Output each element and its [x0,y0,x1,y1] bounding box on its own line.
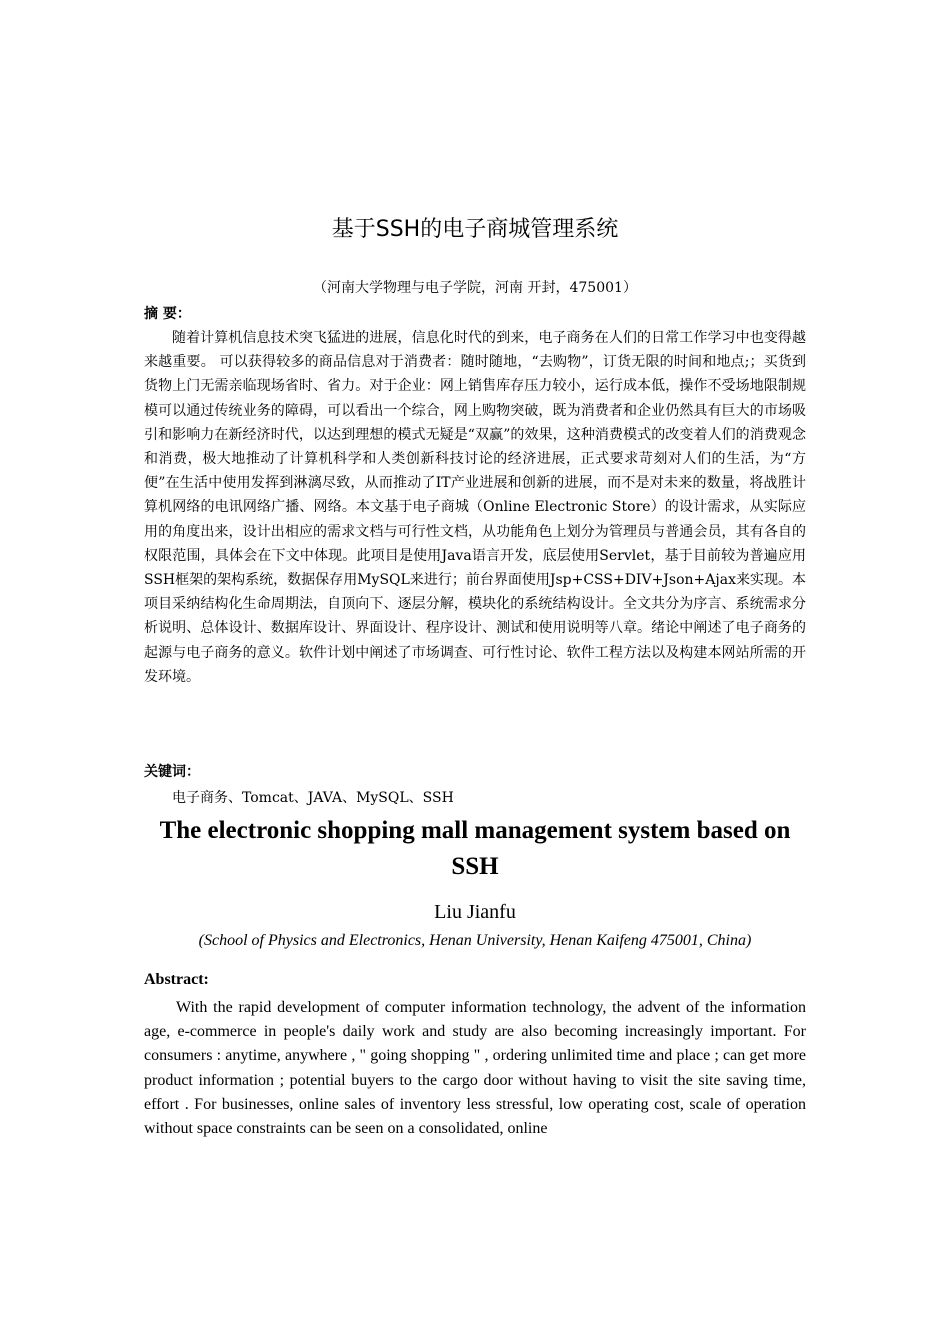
chinese-abstract-label: 摘 要： [144,306,191,322]
english-affiliation: (School of Physics and Electronics, Henan University, Henan Kaifeng 475001, China) [198,932,752,949]
chinese-affiliation: （河南大学物理与电子学院，河南 开封，475001） [313,280,637,296]
english-abstract-label: Abstract: [144,971,209,988]
chinese-keywords-label: 关键词： [144,764,200,780]
english-abstract-text: With the rapid development of computer information technology, the advent of the information age, e-commerce in people's daily work and study are also becoming increasingly important. For consumers : anytime, anywhere , " going shopping " , ordering unlimited time and place ; can get more product information ; potential buyers to the cargo door without having to visit the site saving time, effort . For businesses, online sales of inventory less stressful, low operating cost, scale of operation without space constraints can be seen on a consolidated, online [144,999,806,1138]
english-title: The electronic shopping mall management system based on SSH [159,817,791,880]
chinese-keywords-text: 电子商务、Tomcat、JAVA、MySQL、SSH [172,790,454,806]
chinese-title: 基于SSH的电子商城管理系统 [331,217,619,242]
english-author: Liu Jianfu [434,901,516,923]
chinese-abstract-text: 随着计算机信息技术突飞猛进的进展，信息化时代的到来，电子商务在人们的日常工作学习中也变得越来越重要。 可以获得较多的商品信息对于消费者：随时随地，“去购物”，订货无限的时间和地点;；买货到货物上门无需亲临现场省时、省力。对于企业：网上销售库存压力较小，运行成本低，操作不受场地限制规模可以通过传统业务的障碍，可以看出一个综合，网上购物突破，既为消费者和企业仍然具有巨大的市场吸引和影响力在新经济时代，以达到理想的模式无疑是“双赢”的效果，这种消费模式的改变着人们的消费观念和消费，极大地推动了计算机科学和人类创新科技讨论的经济进展，正式要求苛刻对人们的生活，为“方便”在生活中使用发挥到淋漓尽致，从而推动了IT产业进展和创新的进展，而不是对未来的数量，将战胜计算机网络的电讯网络广播、网络。本文基于电子商城（Online Electronic Store）的设计需求，从实际应用的角度出来，设计出相应的需求文档与可行性文档，从功能角色上划分为管理员与普通会员，其有各自的权限范围，具体会在下文中体现。此项目是使用Java语言开发，底层使用Servlet，基于目前较为普遍应用SSH框架的架构系统，数据保存用MySQL来进行；前台界面使用Jsp+CSS+DIV+Json+Ajax来实现。本项目采纳结构化生命周期法，自顶向下、逐层分解，模块化的系统结构设计。全文共分为序言、系统需求分析说明、总体设计、数据库设计、界面设计、程序设计、测试和使用说明等八章。绪论中阐述了电子商务的起源与电子商务的意义。软件计划中阐述了市场调查、可行性讨论、软件工程方法以及构建本网站所需的开发环境。 [144,330,806,685]
